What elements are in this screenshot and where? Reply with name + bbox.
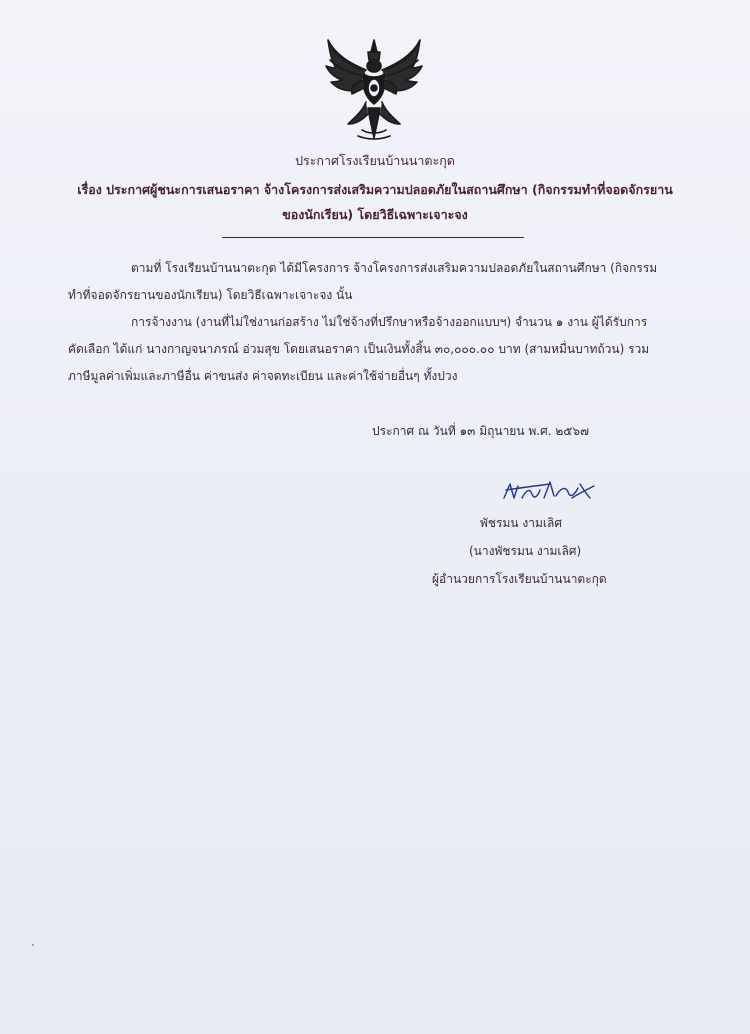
body-line: ตามที่ โรงเรียนบ้านนาตะกุด ได้มีโครงการ จ้างโครงการส่งเสริมความปลอดภัยในสถานศึกษา (กิจกรรม: [131, 261, 658, 275]
body-line: ทำที่จอดจักรยานของนักเรียน) โดยวิธีเฉพาะเจาะจง นั้น: [68, 288, 353, 302]
subject-line-continued: ของนักเรียน) โดยวิธีเฉพาะเจาะจง: [282, 207, 468, 222]
body-line: การจ้างงาน (งานที่ไม่ใช่งานก่อสร้าง ไม่ใช่จ้างที่ปรึกษาหรือจ้างออกแบบฯ) จำนวน ๑ งาน ผู้ได้รับการ: [131, 315, 648, 329]
page-title: ประกาศโรงเรียนบ้านนาตะกุด: [295, 153, 455, 168]
signer-name: พัชรมน งามเลิศ: [480, 516, 563, 530]
heading-divider: [222, 237, 524, 238]
signer-position: ผู้อำนวยการโรงเรียนบ้านนาตะกุด: [432, 572, 607, 586]
subject-line: เรื่อง ประกาศผู้ชนะการเสนอราคา จ้างโครงการส่งเสริมความปลอดภัยในสถานศึกษา (กิจกรรมทำที่จอดจักรยาน: [77, 182, 673, 197]
garuda-emblem-icon: [322, 34, 426, 142]
body-line: คัดเลือก ได้แก่ นางกาญจนาภรณ์ อ่วมสุข โดยเสนอราคา เป็นเงินทั้งสิ้น ๓๐,๐๐๐.๐๐ บาท (สามหมื่นบาทถ้วน) รวม: [68, 342, 650, 356]
announcement-date: ประกาศ ณ วันที่ ๑๓ มิถุนายน พ.ศ. ๒๕๖๗: [372, 424, 589, 438]
signer-full-name: (นางพัชรมน งามเลิศ): [469, 544, 582, 558]
handwritten-signature-icon: [500, 476, 600, 504]
paper-speck: [32, 944, 34, 946]
body-line: ภาษีมูลค่าเพิ่มและภาษีอื่น ค่าขนส่ง ค่าจดทะเบียน และค่าใช้จ่ายอื่นๆ ทั้งปวง: [68, 369, 458, 383]
